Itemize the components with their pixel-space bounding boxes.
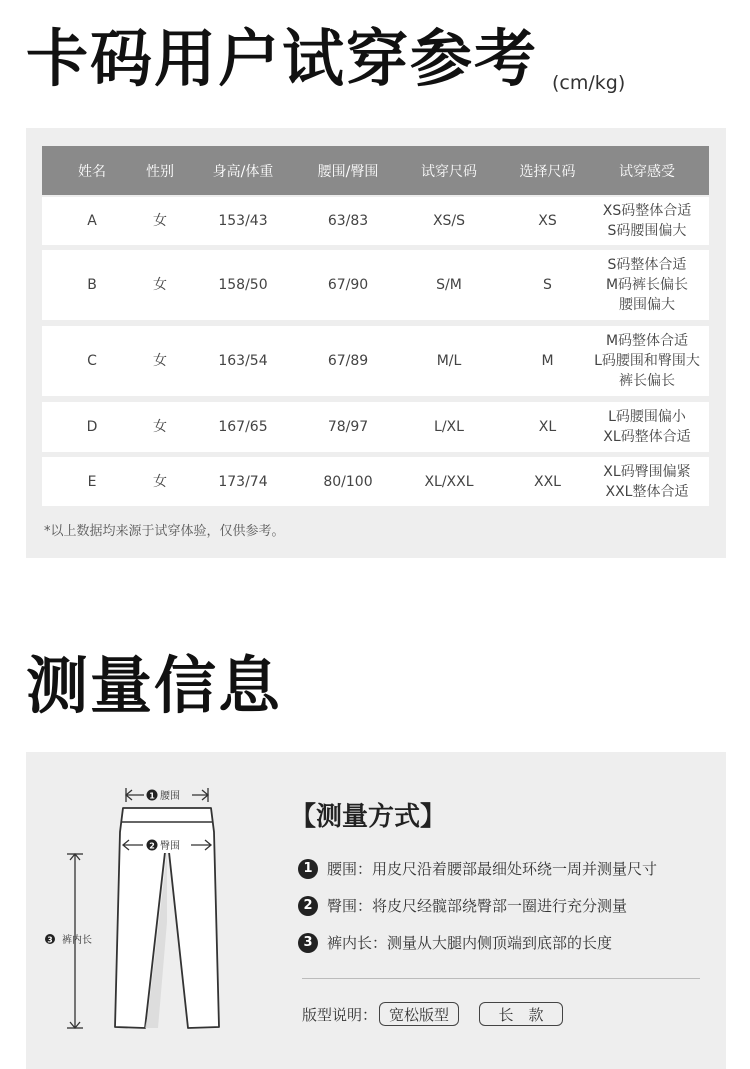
- cell-gender: 女: [153, 473, 167, 490]
- fit-tag-long: 长 款: [479, 1002, 563, 1026]
- header-try-size: 试穿尺码: [421, 163, 477, 180]
- cell-name: B: [87, 277, 97, 293]
- divider: [302, 978, 700, 979]
- cell-waist-hip: 63/83: [327, 213, 369, 229]
- table-row: [42, 197, 709, 245]
- measure-title: 测量信息: [26, 649, 283, 722]
- cell-name: D: [86, 419, 98, 435]
- cell-feeling: [585, 326, 709, 396]
- page-title: 卡码用户试穿参考: [26, 22, 539, 95]
- cell-gender: 女: [153, 213, 167, 229]
- feeling-line: M码整体合适: [605, 333, 689, 349]
- cell-chosen-size: M: [541, 353, 554, 369]
- measure-method-heading: 【测量方式】: [290, 802, 447, 832]
- feeling-line: L码腰围偏小: [608, 409, 686, 425]
- fit-tag-loose: 宽松版型: [379, 1002, 459, 1026]
- feeling-line: XL码臀围偏紧: [603, 463, 691, 480]
- cell-try-size: M/L: [436, 353, 462, 369]
- header-name: 姓名: [78, 163, 106, 180]
- cell-gender: 女: [153, 419, 167, 435]
- cell-height-weight: 158/50: [218, 277, 268, 293]
- cell-chosen-size: XL: [538, 419, 557, 435]
- feeling-line: 腰围偏大: [619, 297, 675, 313]
- header-chosen-size: 选择尺码: [519, 163, 576, 180]
- disclaimer-note: *以上数据均来源于试穿体验，仅供参考。: [44, 524, 285, 539]
- fit-description-row: [302, 1002, 563, 1026]
- inseam-number: 3: [47, 935, 53, 945]
- measure-item-number: 1: [298, 859, 318, 879]
- cell-name: C: [87, 353, 97, 369]
- table-row: [42, 326, 709, 396]
- cell-name: A: [87, 213, 97, 229]
- cell-chosen-size: XS: [538, 213, 557, 229]
- hip-number: 2: [149, 841, 155, 851]
- table-row: [42, 457, 709, 506]
- feeling-line: 裤长偏长: [619, 373, 675, 389]
- cell-height-weight: 153/43: [218, 213, 268, 229]
- cell-feeling: [585, 457, 709, 506]
- feeling-line: S码腰围偏大: [607, 223, 687, 239]
- cell-chosen-size: S: [543, 277, 552, 293]
- header-height-weight: 身高/体重: [212, 163, 274, 180]
- cell-height-weight: 163/54: [218, 353, 268, 369]
- header-feeling: 试穿感受: [619, 163, 675, 180]
- cell-height-weight: 167/65: [218, 419, 268, 435]
- cell-try-size: L/XL: [434, 419, 464, 435]
- measure-item-text: 裤内长：测量从大腿内侧顶端到底部的长度: [327, 934, 613, 952]
- feeling-line: XXL整体合适: [605, 483, 689, 500]
- pants-diagram: [26, 752, 286, 1069]
- inseam-label: 裤内长: [62, 935, 92, 946]
- cell-height-weight: 173/74: [218, 473, 268, 490]
- feeling-line: M码裤长偏长: [605, 277, 689, 293]
- cell-waist-hip: 67/90: [327, 277, 369, 293]
- cell-try-size: S/M: [436, 277, 462, 293]
- measure-item-number: 2: [298, 896, 318, 916]
- cell-try-size: XL/XXL: [424, 473, 474, 490]
- cell-gender: 女: [153, 353, 167, 369]
- measure-item: [298, 858, 657, 879]
- table-row: [42, 250, 709, 320]
- measure-item: [298, 895, 627, 916]
- cell-waist-hip: 80/100: [323, 473, 373, 490]
- measure-item-text: 臀围：将皮尺经髋部绕臀部一圈进行充分测量: [327, 897, 628, 915]
- fit-label: 版型说明：: [302, 1005, 378, 1024]
- table-header: [42, 146, 709, 195]
- cell-waist-hip: 78/97: [327, 419, 369, 435]
- cell-feeling: [585, 402, 709, 452]
- header-waist-hip: 腰围/臀围: [317, 163, 379, 180]
- cell-feeling: [585, 197, 709, 245]
- cell-feeling: [585, 250, 709, 320]
- waist-label: 腰围: [160, 791, 180, 802]
- waist-number: 1: [149, 791, 155, 801]
- cell-gender: 女: [153, 277, 167, 293]
- measure-item: [298, 932, 612, 953]
- unit-label: (cm/kg): [552, 72, 626, 94]
- cell-try-size: XS/S: [432, 213, 466, 229]
- measure-panel: [26, 752, 726, 1069]
- cell-waist-hip: 67/89: [327, 353, 369, 369]
- feeling-line: XS码整体合适: [602, 203, 692, 219]
- feeling-line: XL码整体合适: [603, 429, 691, 445]
- measure-item-text: 腰围：用皮尺沿着腰部最细处环绕一周并测量尺寸: [327, 860, 658, 878]
- try-on-table-panel: [26, 128, 726, 558]
- cell-name: E: [87, 473, 97, 490]
- measure-item-number: 3: [298, 933, 318, 953]
- cell-chosen-size: XXL: [534, 473, 561, 490]
- table-row: [42, 402, 709, 452]
- feeling-line: S码整体合适: [607, 257, 687, 273]
- feeling-line: L码腰围和臀围大: [594, 353, 700, 369]
- hip-label: 臀围: [160, 841, 180, 852]
- header-gender: 性别: [146, 163, 174, 180]
